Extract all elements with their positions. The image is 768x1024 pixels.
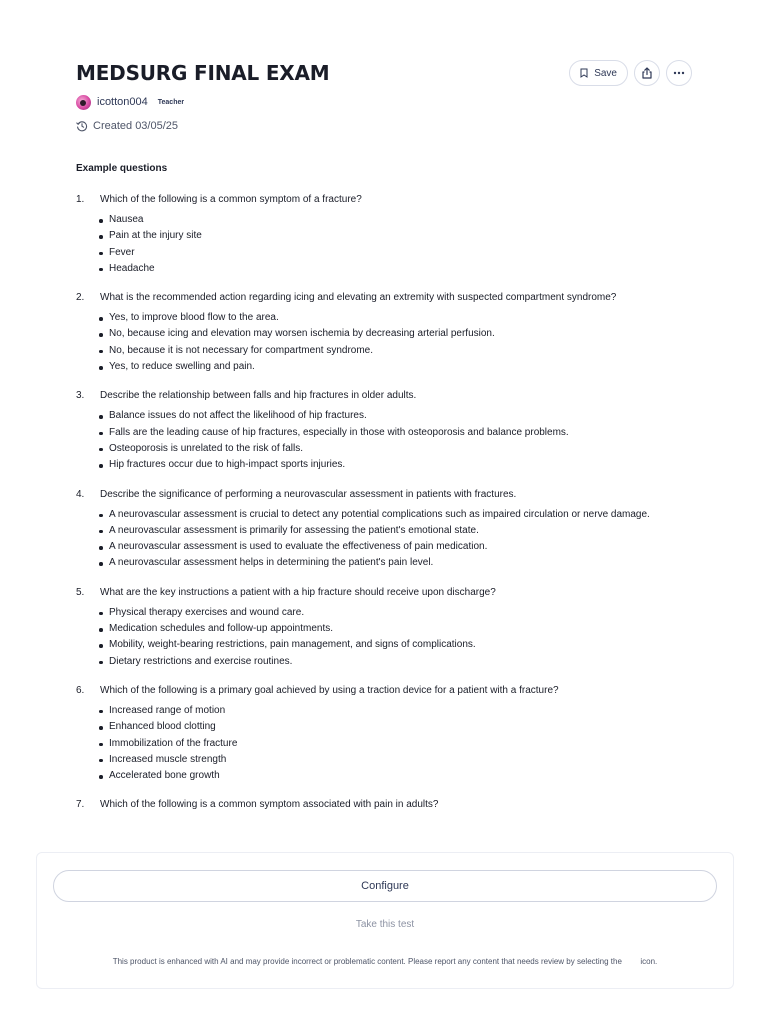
answer-option: A neurovascular assessment is used to evaluate the effectiveness of pain medication. [98,539,716,555]
header-actions [569,60,692,86]
answer-option: Headache [98,261,716,277]
author-info [76,94,696,110]
question-text: Which of the following is a primary goal achieved by using a traction device for a patient with a fracture? [100,684,559,696]
answer-option: Increased range of motion [98,703,716,719]
history-icon [76,120,88,132]
page-title: MEDSURG FINAL EXAM [76,61,330,85]
question-line [76,290,716,306]
question-line [76,797,716,813]
answer-option: Medication schedules and follow-up appointments. [98,621,716,637]
answer-option: No, because icing and elevation may worsen ischemia by decreasing arterial perfusion. [98,326,716,342]
answer-option: A neurovascular assessment helps in determining the patient's pain level. [98,555,716,571]
answer-option: Yes, to reduce swelling and pain. [98,359,716,375]
question-line [76,585,716,601]
question-item [76,388,716,473]
question-item [76,192,716,277]
ai-disclaimer-suffix: icon. [640,957,658,966]
answer-option: Immobilization of the fracture [98,736,716,752]
question-text: What are the key instructions a patient with a hip fracture should receive upon discharge? [100,586,496,598]
question-text: What is the recommended action regarding icing and elevating an extremity with suspected compartment syndrome? [100,292,617,304]
bookmark-icon [580,68,588,78]
created-date-label: Created 03/05/25 [93,120,179,132]
answer-option: Pain at the injury site [98,228,716,244]
question-number: 2. [76,292,85,304]
answer-option: Physical therapy exercises and wound care. [98,605,716,621]
question-number: 3. [76,390,85,402]
answer-option: Enhanced blood clotting [98,719,716,735]
answer-option: A neurovascular assessment is crucial to detect any potential complications such as impaired circulation or nerve damage. [98,507,716,523]
answer-options [76,703,716,784]
question-item [76,290,716,375]
question-line [76,192,716,208]
created-date [76,120,696,132]
question-list [76,192,716,813]
answer-option: Yes, to improve blood flow to the area. [98,310,716,326]
save-button[interactable] [569,60,628,86]
question-item [76,797,716,813]
question-line [76,388,716,404]
ai-disclaimer-text: This product is enhanced with AI and may provide incorrect or problematic content. Please report any content that needs review by selecting the [112,957,622,966]
question-text: Describe the relationship between falls and hip fractures in older adults. [100,390,417,402]
answer-option: Fever [98,245,716,261]
share-button[interactable] [634,60,660,86]
question-line [76,487,716,503]
answer-options [76,507,716,572]
more-options-button[interactable] [666,60,692,86]
author-username[interactable]: icotton004 [97,96,148,108]
section-title: Example questions [76,163,168,174]
author-role-badge: Teacher [157,98,185,106]
answer-option: Falls are the leading cause of hip fractures, especially in those with osteoporosis and balance problems. [98,425,716,441]
answer-option: A neurovascular assessment is primarily for assessing the patient's emotional state. [98,523,716,539]
study-set-header [76,58,696,132]
answer-option: No, because it is not necessary for compartment syndrome. [98,343,716,359]
question-item [76,487,716,572]
answer-option: Nausea [98,212,716,228]
question-item [76,683,716,784]
ai-disclaimer [37,957,733,966]
answer-option: Dietary restrictions and exercise routines. [98,654,716,670]
configure-button[interactable]: Configure [53,870,717,902]
answer-options [76,408,716,473]
avatar[interactable] [76,95,91,110]
answer-option: Balance issues do not affect the likelihood of hip fractures. [98,408,716,424]
answer-option: Osteoporosis is unrelated to the risk of falls. [98,441,716,457]
question-text: Describe the significance of performing a neurovascular assessment in patients with fractures. [100,488,517,500]
question-number: 4. [76,488,85,500]
question-number: 7. [76,799,85,811]
answer-option: Accelerated bone growth [98,768,716,784]
save-button-label: Save [594,67,617,79]
question-line [76,683,716,699]
answer-option: Mobility, weight-bearing restrictions, pain management, and signs of complications. [98,637,716,653]
test-footer [36,852,734,989]
answer-option: Increased muscle strength [98,752,716,768]
question-number: 1. [76,194,85,205]
question-text: Which of the following is a common symptom associated with pain in adults? [100,799,439,811]
question-text: Which of the following is a common symptom of a fracture? [100,194,362,205]
share-icon [641,67,653,79]
question-number: 5. [76,586,85,598]
question-number: 6. [76,684,85,696]
more-horizontal-icon [673,71,685,75]
example-questions [76,160,716,826]
answer-option: Hip fractures occur due to high-impact sports injuries. [98,457,716,473]
question-item [76,585,716,670]
answer-options [76,310,716,375]
answer-options [76,212,716,277]
take-test-link[interactable]: Take this test [355,919,415,930]
answer-options [76,605,716,670]
